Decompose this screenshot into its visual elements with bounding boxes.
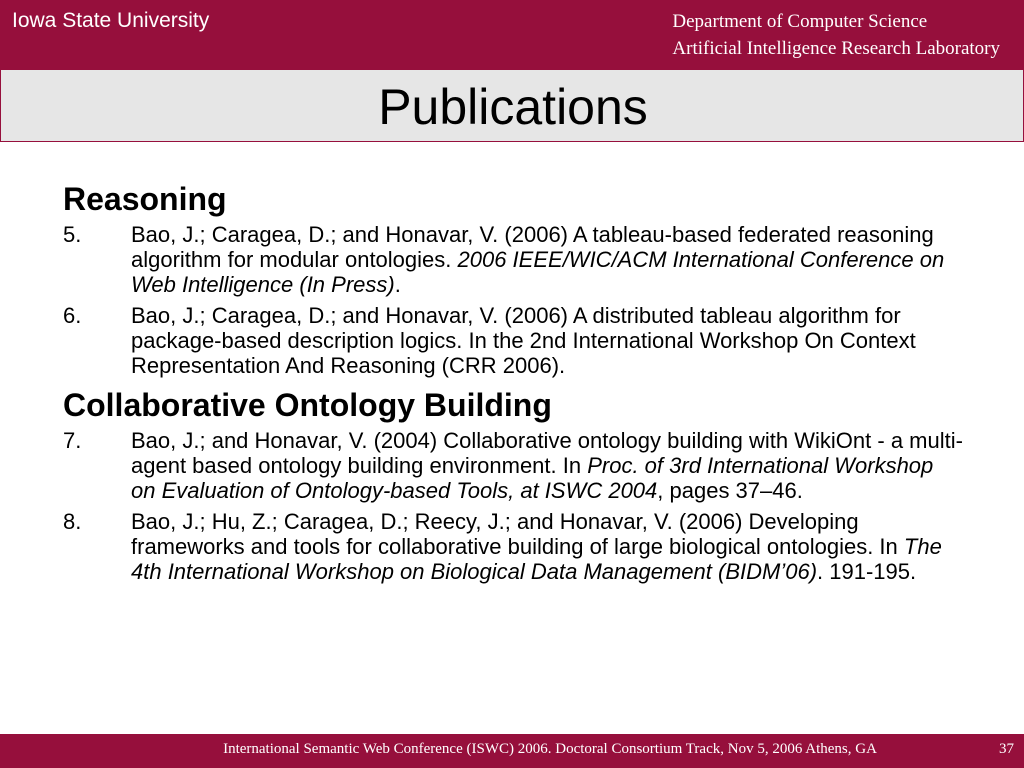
publication-authors-title: Bao, J.; Caragea, D.; and Honavar, V. (2006) A distributed tableau algorithm for package-based description logics. In the 2nd International Workshop On Context Representation And Reasoning (CRR 2006). <box>131 303 916 378</box>
section-heading: Reasoning <box>63 181 227 217</box>
publication-suffix: . 191-195. <box>817 559 917 584</box>
publication-authors-title: Bao, J.; Caragea, D.; and Honavar, V. (2006) A tableau-based federated reasoning algorithm for modular ontologies. <box>131 222 934 272</box>
publication-number: 5. <box>63 222 82 247</box>
section-reasoning <box>63 178 963 378</box>
publication-venue: Proc. of 3rd International Workshop on Evaluation of Ontology-based Tools, at ISWC 2004 <box>131 453 934 503</box>
slide-content <box>63 178 963 590</box>
slide-title: Publications <box>378 79 648 135</box>
section-collaborative-ontology-building <box>63 384 963 584</box>
section-heading: Collaborative Ontology Building <box>63 387 552 423</box>
publication-text <box>131 428 963 503</box>
footer-text: International Semantic Web Conference (ISWC) 2006. Doctoral Consortium Track, Nov 5, 2006 Athens, GA <box>223 741 877 757</box>
publication-authors-title: Bao, J.; Hu, Z.; Caragea, D.; Reecy, J.; and Honavar, V. (2006) Developing frameworks and tools for collaborative building of large biological ontologies. In <box>131 509 904 559</box>
publication-number: 6. <box>63 303 82 328</box>
lab-name: Artificial Intelligence Research Laboratory <box>672 38 1000 59</box>
publication-item <box>63 222 963 297</box>
header-bar <box>0 0 1024 70</box>
publication-text <box>131 509 963 584</box>
department-block <box>672 8 1000 62</box>
title-band <box>0 70 1024 142</box>
publication-item <box>63 303 963 378</box>
university-name: Iowa State University <box>12 9 210 32</box>
department-name: Department of Computer Science <box>672 11 928 32</box>
publication-suffix: . <box>394 272 401 297</box>
publication-item <box>63 428 963 503</box>
publication-authors-title: Bao, J.; and Honavar, V. (2004) Collaborative ontology building with WikiOnt - a multi-agent based ontology building environment. In <box>131 428 963 478</box>
publication-item <box>63 509 963 584</box>
publication-number: 8. <box>63 509 82 534</box>
publication-text <box>131 222 963 297</box>
publication-venue: 2006 IEEE/WIC/ACM International Conference on Web Intelligence (In Press) <box>131 247 945 297</box>
publication-text <box>131 303 963 378</box>
page-number: 37 <box>999 741 1014 757</box>
publication-suffix: , pages 37–46. <box>657 478 803 503</box>
footer-bar <box>0 734 1024 768</box>
publication-number: 7. <box>63 428 82 453</box>
publication-venue: The 4th International Workshop on Biological Data Management (BIDM’06) <box>131 534 942 584</box>
